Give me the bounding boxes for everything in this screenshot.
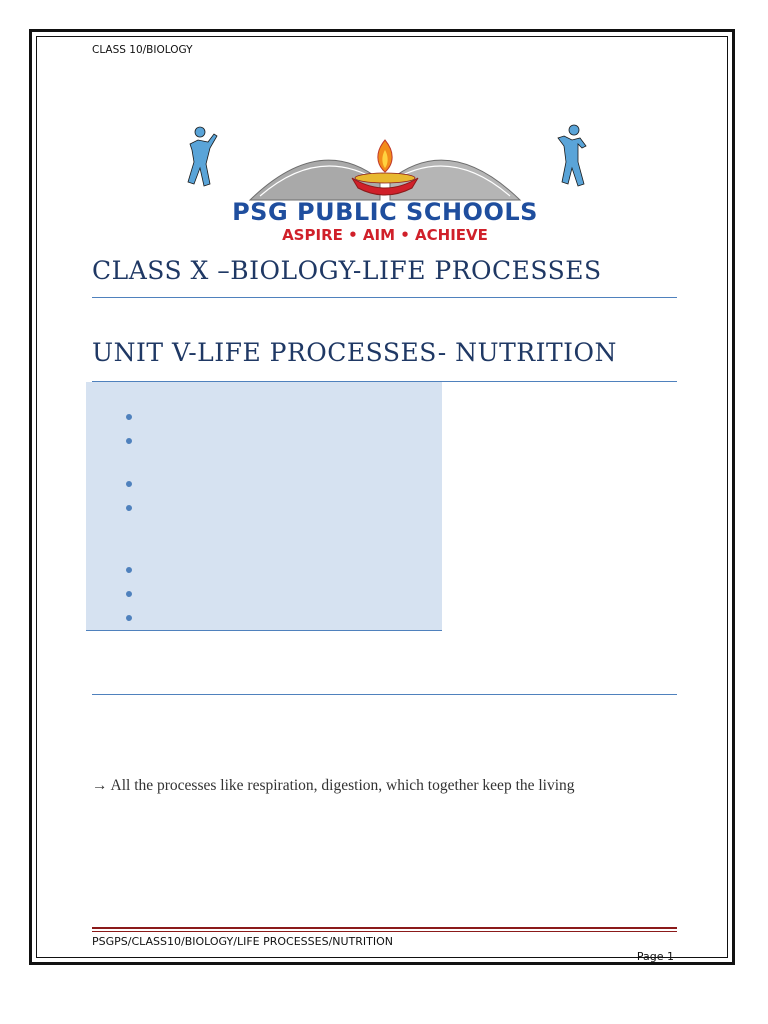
footer-path: PSGPS/CLASS10/BIOLOGY/LIFE PROCESSES/NUTRITION (92, 935, 394, 948)
footer-rule-thin (92, 931, 677, 932)
list-bullet (126, 438, 132, 444)
footer-rule-thick (92, 927, 677, 929)
logo-school-name: PSG PUBLIC SCHOOLS (232, 198, 538, 226)
running-header: CLASS 10/BIOLOGY (92, 44, 193, 56)
page-title: CLASS X –BIOLOGY-LIFE PROCESSES (92, 256, 602, 285)
left-figure-icon (188, 127, 217, 186)
list-bullet (126, 414, 132, 420)
right-figure-icon (558, 125, 586, 186)
title-underline (92, 297, 677, 298)
list-bullet (126, 615, 132, 621)
unit-heading: UNIT V-LIFE PROCESSES- NUTRITION (92, 338, 617, 367)
list-bullet (126, 481, 132, 487)
contents-box (86, 382, 442, 631)
body-text-line: → All the processes like respiration, digestion, which together keep the living (92, 777, 575, 794)
list-bullet (126, 591, 132, 597)
list-bullet (126, 505, 132, 511)
list-bullet (126, 567, 132, 573)
section-divider (92, 694, 677, 695)
logo-tagline: ASPIRE • AIM • ACHIEVE (282, 226, 488, 244)
lamp-flame-icon (352, 140, 418, 195)
page-number: Page 1 (636, 950, 674, 963)
school-logo (180, 122, 590, 244)
